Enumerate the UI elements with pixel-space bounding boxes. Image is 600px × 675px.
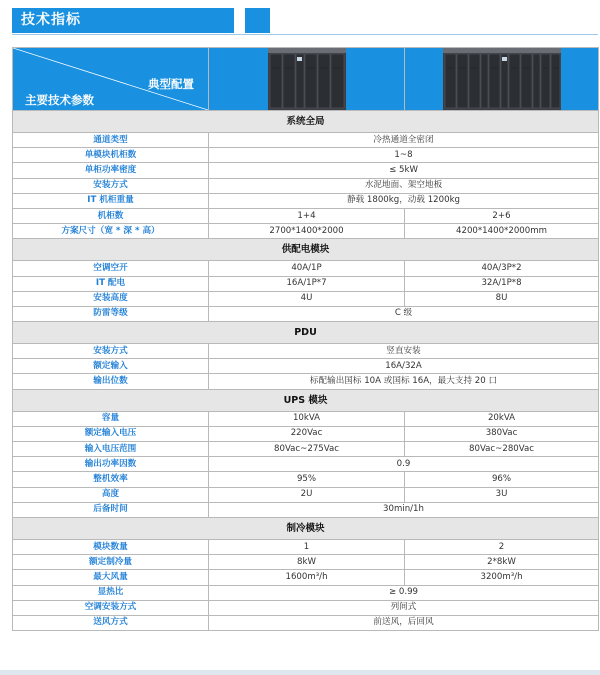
- spec-label: 最大风量: [13, 570, 209, 585]
- spec-label: 输出功率因数: [13, 457, 209, 472]
- spec-label: IT 机柜重量: [13, 193, 209, 208]
- spec-label: 送风方式: [13, 615, 209, 630]
- spec-value-small: 2700*1400*2000: [209, 224, 405, 239]
- spec-value-large: 2*8kW: [405, 555, 599, 570]
- spec-row: [13, 359, 599, 374]
- bottom-band: [0, 670, 600, 675]
- spec-value-shared: ≤ 5kW: [209, 163, 599, 178]
- spec-row: [13, 442, 599, 457]
- spec-value-shared: C 级: [209, 306, 599, 321]
- spec-value-small: 1+4: [209, 208, 405, 223]
- config-image-small: [209, 48, 405, 111]
- title-divider: [12, 34, 598, 35]
- spec-label: 安装方式: [13, 178, 209, 193]
- spec-row: [13, 374, 599, 389]
- spec-value-large: 8U: [405, 291, 599, 306]
- section-title: 系统全局: [13, 111, 599, 133]
- spec-row: [13, 224, 599, 239]
- section-header: [13, 111, 599, 133]
- spec-value-large: 80Vac~280Vac: [405, 442, 599, 457]
- spec-row: [13, 426, 599, 441]
- spec-value-large: 2+6: [405, 208, 599, 223]
- spec-row: [13, 570, 599, 585]
- spec-value-small: 80Vac~275Vac: [209, 442, 405, 457]
- spec-value-small: 1600m³/h: [209, 570, 405, 585]
- spec-label: 输出位数: [13, 374, 209, 389]
- spec-value-small: 40A/1P: [209, 261, 405, 276]
- spec-row: [13, 615, 599, 630]
- page-title: 技术指标: [12, 8, 234, 33]
- spec-value-large: 3200m³/h: [405, 570, 599, 585]
- spec-row: [13, 411, 599, 426]
- spec-label: 通道类型: [13, 133, 209, 148]
- spec-value-small: 2U: [209, 487, 405, 502]
- spec-table: [12, 47, 599, 631]
- spec-value-shared: 16A/32A: [209, 359, 599, 374]
- spec-value-shared: 30min/1h: [209, 502, 599, 517]
- spec-value-small: 8kW: [209, 555, 405, 570]
- spec-row: [13, 306, 599, 321]
- title-accent-block: [245, 8, 270, 33]
- spec-value-shared: 前送风，后回风: [209, 615, 599, 630]
- spec-label: 机柜数: [13, 208, 209, 223]
- spec-value-large: 2: [405, 539, 599, 554]
- spec-label: 额定制冷量: [13, 555, 209, 570]
- spec-label: 额定输入电压: [13, 426, 209, 441]
- spec-label: 额定输入: [13, 359, 209, 374]
- spec-row: [13, 276, 599, 291]
- spec-value-shared: 冷热通道全密闭: [209, 133, 599, 148]
- spec-value-large: 20kVA: [405, 411, 599, 426]
- spec-label: 整机效率: [13, 472, 209, 487]
- cabinet-small-image: [268, 48, 346, 110]
- spec-row: [13, 208, 599, 223]
- section-title: 供配电模块: [13, 239, 599, 261]
- spec-value-small: 16A/1P*7: [209, 276, 405, 291]
- spec-label: 单模块机柜数: [13, 148, 209, 163]
- spec-value-shared: ≥ 0.99: [209, 585, 599, 600]
- spec-value-large: 32A/1P*8: [405, 276, 599, 291]
- section-header: [13, 389, 599, 411]
- spec-label: 输入电压范围: [13, 442, 209, 457]
- main-params-label: 主要技术参数: [25, 93, 94, 107]
- spec-value-shared: 水泥地面、架空地板: [209, 178, 599, 193]
- section-header: [13, 322, 599, 344]
- section-title: UPS 模块: [13, 389, 599, 411]
- spec-value-shared: 标配输出国标 10A 或国标 16A，最大支持 20 口: [209, 374, 599, 389]
- spec-value-large: 4200*1400*2000mm: [405, 224, 599, 239]
- spec-value-large: 3U: [405, 487, 599, 502]
- spec-row: [13, 487, 599, 502]
- spec-value-shared: 列间式: [209, 600, 599, 615]
- spec-label: 后备时间: [13, 502, 209, 517]
- spec-row: [13, 555, 599, 570]
- spec-row: [13, 261, 599, 276]
- spec-value-small: 220Vac: [209, 426, 405, 441]
- spec-value-large: 40A/3P*2: [405, 261, 599, 276]
- spec-label: 安装方式: [13, 344, 209, 359]
- spec-label: 容量: [13, 411, 209, 426]
- spec-row: [13, 600, 599, 615]
- spec-value-small: 1: [209, 539, 405, 554]
- spec-value-shared: 竖直安装: [209, 344, 599, 359]
- header-row: [13, 48, 599, 111]
- spec-label: 防雷等级: [13, 306, 209, 321]
- spec-value-large: 380Vac: [405, 426, 599, 441]
- spec-row: [13, 502, 599, 517]
- section-header: [13, 239, 599, 261]
- spec-value-shared: 静载 1800kg，动载 1200kg: [209, 193, 599, 208]
- cabinet-large-image: [443, 48, 561, 110]
- typical-config-label: 典型配置: [148, 77, 194, 91]
- spec-label: 方案尺寸（宽 * 深 * 高）: [13, 224, 209, 239]
- spec-label: 单柜功率密度: [13, 163, 209, 178]
- spec-label: IT 配电: [13, 276, 209, 291]
- spec-row: [13, 457, 599, 472]
- spec-value-small: 95%: [209, 472, 405, 487]
- section-title: 制冷模块: [13, 517, 599, 539]
- spec-row: [13, 585, 599, 600]
- spec-row: [13, 133, 599, 148]
- spec-row: [13, 193, 599, 208]
- spec-row: [13, 163, 599, 178]
- spec-label: 高度: [13, 487, 209, 502]
- spec-row: [13, 344, 599, 359]
- header-corner-cell: [13, 48, 209, 111]
- spec-label: 空调安装方式: [13, 600, 209, 615]
- spec-value-shared: 0.9: [209, 457, 599, 472]
- spec-value-small: 10kVA: [209, 411, 405, 426]
- config-image-large: [405, 48, 599, 111]
- spec-value-shared: 1~8: [209, 148, 599, 163]
- spec-label: 空调空开: [13, 261, 209, 276]
- spec-label: 模块数量: [13, 539, 209, 554]
- section-title: PDU: [13, 322, 599, 344]
- spec-label: 显热比: [13, 585, 209, 600]
- spec-row: [13, 178, 599, 193]
- spec-value-small: 4U: [209, 291, 405, 306]
- spec-row: [13, 539, 599, 554]
- spec-label: 安装高度: [13, 291, 209, 306]
- section-header: [13, 517, 599, 539]
- spec-row: [13, 472, 599, 487]
- spec-row: [13, 291, 599, 306]
- spec-value-large: 96%: [405, 472, 599, 487]
- spec-row: [13, 148, 599, 163]
